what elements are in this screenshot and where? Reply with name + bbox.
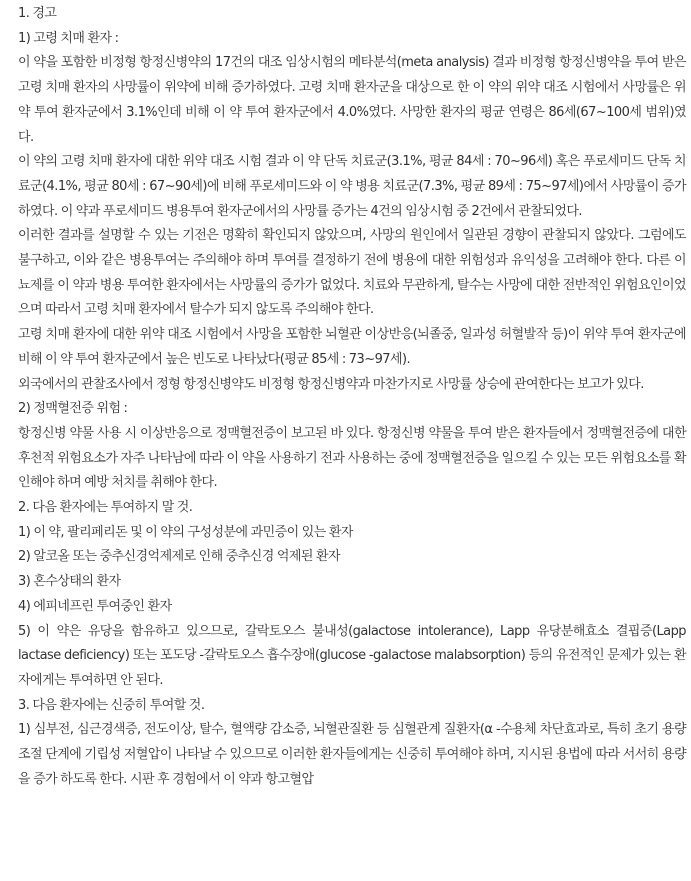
paragraph-furosemide: 이 약의 고령 치매 환자에 대한 위약 대조 시험 결과 이 약 단독 치료군(3.1%, 평균 84세 : 70~96세) 혹은 푸로세미드 단독 치료군(4.1%, 평균 80세 : 67~90세)에 비해 푸로세미드와 이 약 병용 치료군(7.3%, 평균 89세 : 75~97세)에서 사망률이 증가하였다. 이 약과 푸로세미드 병용투여 환자군에서의 사망률 증가는 4건의 임상시험 중 2건에서 관찰되었다. <box>18 154 686 219</box>
paragraph-mechanism: 이러한 결과를 설명할 수 있는 기전은 명확히 확인되지 않았으며, 사망의 원인에서 일관된 경향이 관찰되지 않았다. 그럼에도 불구하고, 이와 같은 병용투여는 주의해야 하며 투여를 결정하기 전에 병용에 대한 위험성과 유익성을 고려해야 한다. 다른 이뇨제를 이 약과 병용 투여한 환자에서는 사망률의 증가가 없었다. 치료와 무관하게, 탈수는 사망에 대한 전반적인 위험요인이었으며 따라서 고령 치매 환자에서 탈수가 되지 않도록 주의해야 한다. <box>18 228 686 318</box>
contraindication-item: 2) 알코올 또는 중추신경억제제로 인해 중추신경 억제된 환자 <box>18 549 341 565</box>
document-text <box>18 2 686 793</box>
contraindication-item: 3) 혼수상태의 환자 <box>18 574 121 590</box>
contraindication-item: 4) 에피네프린 투여중인 환자 <box>18 598 172 614</box>
contraindication-item: 1) 이 약, 팔리페리돈 및 이 약의 구성성분에 과민증이 있는 환자 <box>18 524 353 540</box>
section-heading-caution: 3. 다음 환자에는 신중히 투여할 것. <box>18 697 205 713</box>
paragraph-observational: 외국에서의 관찰조사에서 정형 항정신병약도 비정형 항정신병약과 마찬가지로 사망률 상승에 관여한다는 보고가 있다. <box>18 376 644 392</box>
paragraph-meta-analysis: 이 약을 포함한 비정형 항정신병약의 17건의 대조 임상시험의 메타분석(meta analysis) 결과 비정형 항정신병약을 투여 받은 고령 치매 환자의 사망률이 위약에 비해 증가하였다. 고령 치매 환자군을 대상으로 한 이 약의 위약 대조 시험에서 사망률은 위약 투여 환자군에서 3.1%인데 비해 이 약 투여 환자군에서 4.0%였다. 사망한 환자의 평균 연령은 86세(67~100세 범위)였다. <box>18 55 686 145</box>
subsection-heading-elderly-dementia: 1) 고령 치매 환자 : <box>18 30 119 46</box>
paragraph-cerebrovascular: 고령 치매 환자에 대한 위약 대조 시험에서 사망을 포함한 뇌혈관 이상반응(뇌졸중, 일과성 허혈발작 등)이 위약 투여 환자군에 비해 이 약 투여 환자군에서 높은 빈도로 나타났다(평균 85세 : 73~97세). <box>18 327 686 367</box>
caution-item: 1) 심부전, 심근경색증, 전도이상, 탈수, 혈액량 감소증, 뇌혈관질환 등 심혈관계 질환자(α -수용체 차단효과로, 특히 초기 용량 조절 단계에 기립성 저혈압이 나타날 수 있으므로 이러한 환자들에게는 신중히 투여해야 하며, 지시된 용법에 따라 서서히 용량을 증가 하도록 한다. 시판 후 경험에서 이 약과 항고혈압 <box>18 722 686 787</box>
subsection-heading-vte: 2) 정맥혈전증 위험 : <box>18 401 128 417</box>
contraindication-item: 5) 이 약은 유당을 함유하고 있으므로, 갈락토오스 불내성(galactose intolerance), Lapp 유당분해효소 결핍증(Lapp lactase deficiency) 또는 포도당 -갈락토오스 흡수장애(glucose -galactose malabsorption) 등의 유전적인 문제가 있는 환자에게는 투여하면 안 된다. <box>18 623 686 688</box>
section-heading-contraindications: 2. 다음 환자에는 투여하지 말 것. <box>18 500 193 516</box>
paragraph-vte: 항정신병 약물 사용 시 이상반응으로 정맥혈전증이 보고된 바 있다. 항정신병 약물을 투여 받은 환자들에서 정맥혈전증에 대한 후천적 위험요소가 자주 나타남에 따라 이 약을 사용하기 전과 사용하는 중에 정맥혈전증을 일으킬 수 있는 모든 위험요소를 확인해야 하며 예방 처치를 취해야 한다. <box>18 425 686 491</box>
section-heading-warning: 1. 경고 <box>18 6 57 21</box>
